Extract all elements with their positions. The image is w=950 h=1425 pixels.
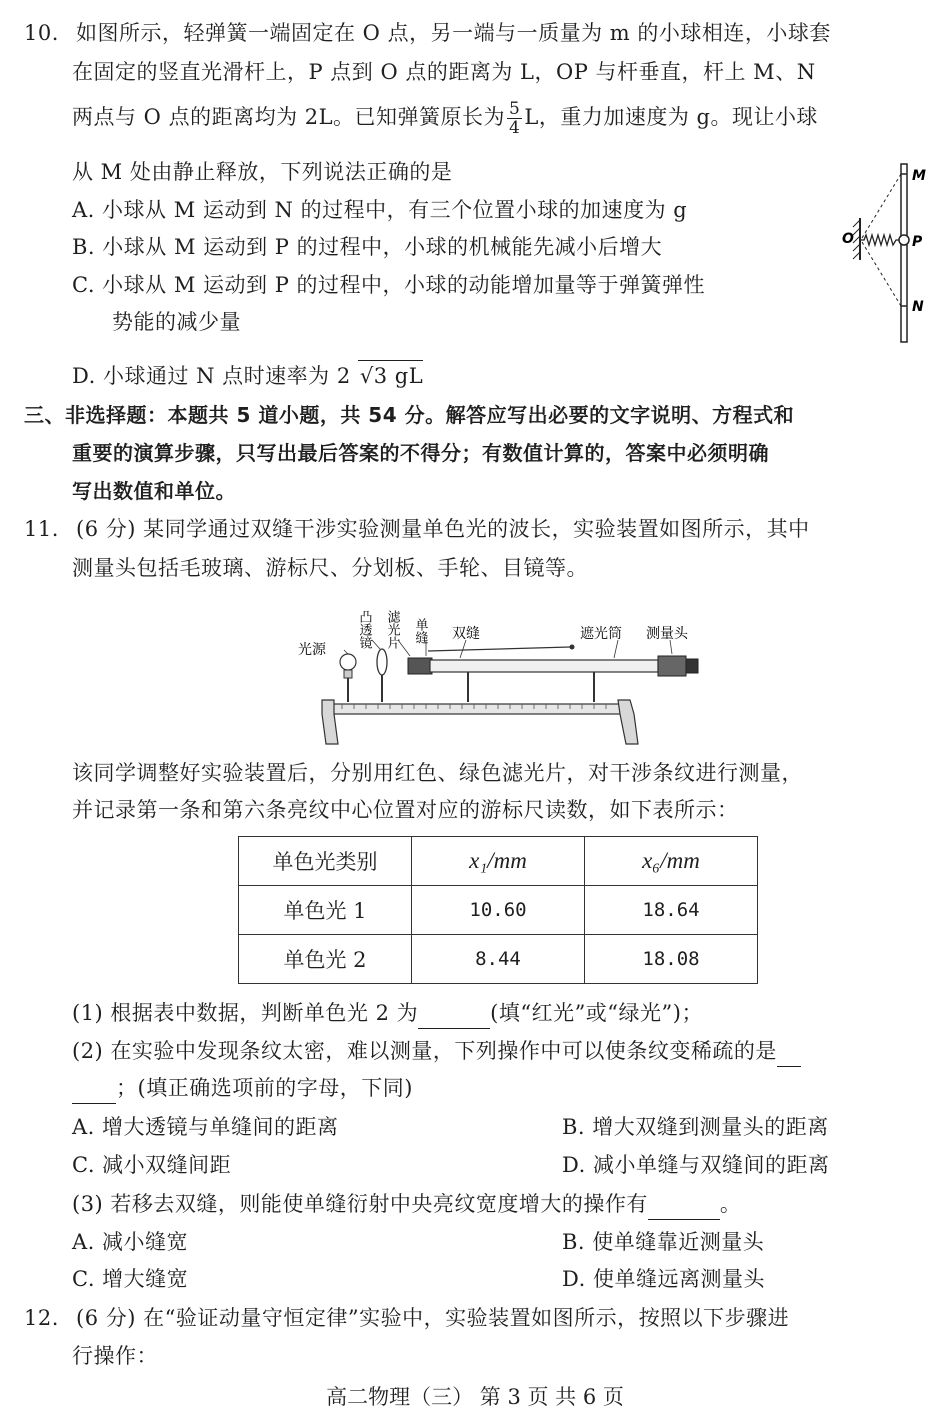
table-cell: 单色光 2 [239, 935, 412, 984]
spring-rod-figure [838, 158, 938, 348]
wall-hatching [853, 220, 860, 259]
section3-line-1: 三、非选择题：本题共 5 道小题，共 54 分。解答应写出必要的文字说明、方程式和 [24, 403, 795, 427]
q11-p2-option-d: D. 减小单缝与双缝间的距离 [562, 1153, 830, 1177]
light-shield-tube [430, 660, 658, 672]
measuring-head-icon [658, 656, 686, 676]
label-convex-lens: 凸透镜 [356, 610, 372, 649]
label-measuring-head: 测量头 [646, 626, 688, 642]
label-filter: 滤光片 [384, 610, 400, 649]
table-cell: 18.08 [585, 935, 758, 984]
q11-p3-option-d: D. 使单缝远离测量头 [562, 1267, 765, 1291]
q10-number: 10. [24, 21, 59, 45]
table-cell: 8.44 [412, 935, 585, 984]
q10-option-a: A. 小球从 M 运动到 N 的过程中，有三个位置小球的加速度为 g [72, 198, 688, 222]
label-p: P [912, 234, 923, 250]
q10-text-3a: 两点与 O 点的距离均为 2L。已知弹簧原长为 [72, 105, 506, 129]
q10-line-1 [24, 18, 831, 48]
answer-blank [648, 1189, 720, 1220]
table-cell: 单色光 1 [239, 886, 412, 935]
q10-option-b: B. 小球从 M 运动到 P 的过程中，小球的机械能先减小后增大 [72, 235, 663, 259]
rod-knob [570, 645, 575, 650]
fraction-five-fourths [507, 100, 522, 137]
adjust-rod [428, 647, 570, 651]
q10-line-3 [72, 100, 818, 137]
q11-part-1-hint: (填“红光”或“绿光”)； [490, 1001, 703, 1025]
section3-line-3: 写出数值和单位。 [72, 479, 236, 503]
fringe-readings-table [238, 836, 758, 984]
dashed-line-on [862, 242, 901, 306]
page-footer: 高二物理（三） 第 3 页 共 6 页 [326, 1385, 624, 1409]
table-header: 单色光类别 [239, 837, 412, 886]
q11-p3-option-a: A. 减小缝宽 [72, 1230, 189, 1254]
q11-line-2: 测量头包括毛玻璃、游标尺、分划板、手轮、目镜等。 [72, 556, 588, 580]
sqrt-expression: √3 gL [358, 360, 423, 391]
q11-line-3: 该同学调整好实验装置后，分别用红色、绿色滤光片，对干涉条纹进行测量， [72, 761, 803, 785]
answer-blank [418, 998, 490, 1029]
convex-lens-icon [377, 649, 387, 675]
table-header: x₆/mm [585, 837, 758, 886]
q11-part-2-cont [72, 1073, 413, 1104]
optical-bench [332, 704, 622, 714]
q12-number: 12. [24, 1306, 59, 1330]
q11-part-3 [72, 1189, 741, 1220]
q10-text-3b: L，重力加速度为 g。现让小球 [524, 105, 818, 129]
label-light-source: 光源 [298, 642, 326, 658]
label-o: O [842, 231, 854, 247]
label-single-slit: 单缝 [412, 618, 428, 644]
ball [899, 235, 909, 245]
q11-line-1 [24, 514, 810, 544]
q11-text-1: (6 分) 某同学通过双缝干涉实验测量单色光的波长，实验装置如图所示，其中 [76, 517, 810, 541]
q11-part-1 [72, 998, 703, 1029]
table-cell: 18.64 [585, 886, 758, 935]
table-row [239, 886, 758, 935]
q11-part-2-hint: ；(填正确选项前的字母，下同) [116, 1076, 413, 1100]
q10-option-d-text: D. 小球通过 N 点时速率为 2 [72, 364, 351, 388]
q11-part-1-text: (1) 根据表中数据，判断单色光 2 为 [72, 1001, 419, 1025]
q11-number: 11. [24, 517, 59, 541]
q11-p2-option-c: C. 减小双缝间距 [72, 1153, 232, 1177]
label-double-slit: 双缝 [452, 626, 480, 642]
dashed-line-om [862, 174, 901, 238]
q11-p3-option-b: B. 使单缝靠近测量头 [562, 1230, 765, 1254]
q11-line-4: 并记录第一条和第六条亮纹中心位置对应的游标尺读数，如下表所示： [72, 798, 739, 822]
label-tube: 遮光筒 [580, 626, 622, 642]
bulb-base [344, 670, 352, 678]
bulb-icon [340, 654, 356, 670]
fraction-denominator: 4 [509, 118, 521, 138]
bench-leg-right [618, 700, 638, 744]
table-cell: 10.60 [412, 886, 585, 935]
spring [860, 235, 900, 245]
fraction-numerator: 5 [509, 99, 521, 119]
answer-blank [72, 1073, 116, 1104]
filter-slit-holder [408, 658, 432, 674]
table-row [239, 935, 758, 984]
answer-blank [777, 1036, 801, 1067]
q11-p2-option-a: A. 增大透镜与单缝间的距离 [72, 1115, 339, 1139]
q12-line-1 [24, 1303, 789, 1333]
eyepiece [686, 659, 698, 673]
q11-part-2 [72, 1036, 801, 1067]
q10-option-d [72, 360, 423, 391]
q10-option-c-2: 势能的减少量 [112, 310, 241, 334]
q11-p3-option-c: C. 增大缝宽 [72, 1267, 189, 1291]
q11-part-3-end: 。 [719, 1192, 742, 1216]
q11-part-2-text: (2) 在实验中发现条纹太密，难以测量，下列操作中可以使条纹变稀疏的是 [72, 1039, 777, 1063]
table-header-row [239, 837, 758, 886]
q11-part-3-text: (3) 若移去双缝，则能使单缝衍射中央亮纹宽度增大的操作有 [72, 1192, 648, 1216]
double-slit-apparatus-figure [292, 596, 712, 748]
q10-option-c-1: C. 小球从 M 运动到 P 的过程中，小球的动能增加量等于弹簧弹性 [72, 273, 706, 297]
table-header: x₁/mm [412, 837, 585, 886]
vertical-rod [901, 164, 907, 342]
label-m: M [912, 168, 926, 184]
q10-text-1: 如图所示，轻弹簧一端固定在 O 点，另一端与一质量为 m 的小球相连，小球套 [76, 21, 831, 45]
q12-text-1: (6 分) 在“验证动量守恒定律”实验中，实验装置如图所示，按照以下步骤进 [76, 1306, 790, 1330]
label-n: N [912, 299, 924, 315]
q10-line-2: 在固定的竖直光滑杆上，P 点到 O 点的距离为 L，OP 与杆垂直，杆上 M、N [72, 60, 816, 84]
q11-p2-option-b: B. 增大双缝到测量头的距离 [562, 1115, 829, 1139]
q10-line-4: 从 M 处由静止释放，下列说法正确的是 [72, 160, 453, 184]
section3-line-2: 重要的演算步骤，只写出最后答案的不得分；有数值计算的，答案中必须明确 [72, 441, 769, 465]
q12-line-2: 行操作： [72, 1344, 158, 1368]
